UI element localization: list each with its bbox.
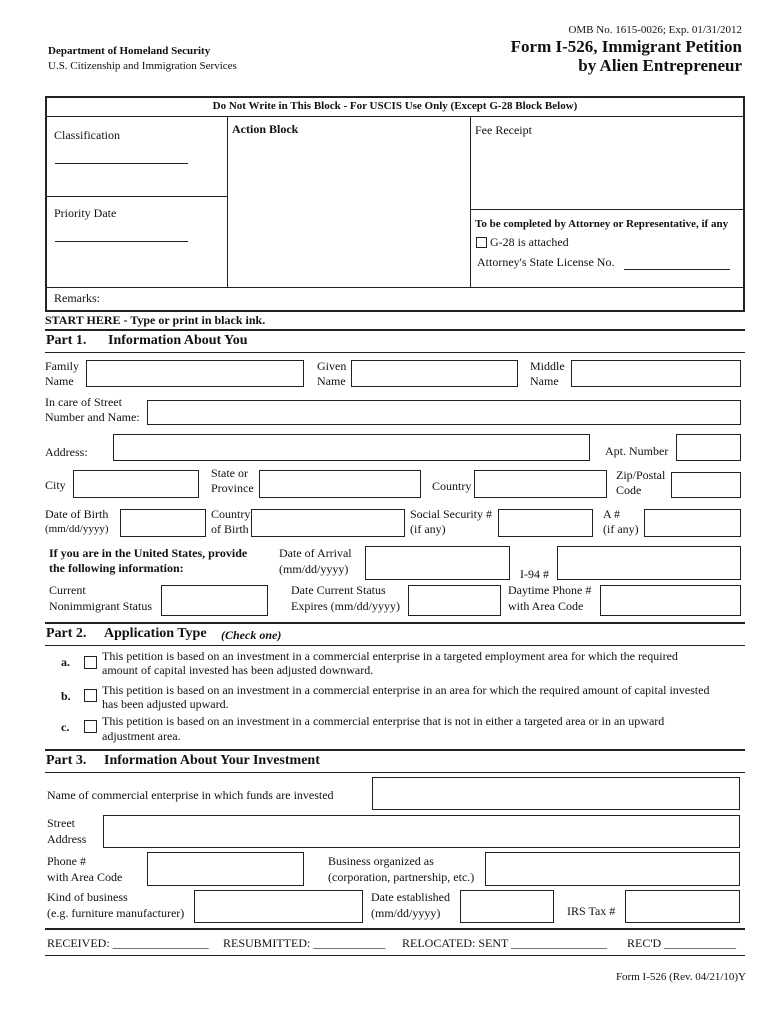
form-title-line2: by Alien Entrepreneur bbox=[578, 56, 742, 75]
department-name: Department of Homeland Security bbox=[48, 45, 211, 57]
zip-label-1: Zip/Postal bbox=[616, 468, 666, 482]
option-b-checkbox[interactable] bbox=[84, 689, 97, 702]
resubmitted-field: RESUBMITTED: ____________ bbox=[223, 936, 386, 950]
us-info-label-2: the following information: bbox=[49, 561, 184, 575]
address-label: Address: bbox=[45, 445, 88, 459]
option-b-text-1: This petition is based on an investment in a commercial enterprise in an area for which the required amount of capital invested bbox=[102, 683, 710, 697]
city-label: City bbox=[45, 478, 66, 492]
cob-label-2: of Birth bbox=[211, 522, 249, 536]
apt-number-label: Apt. Number bbox=[605, 444, 669, 458]
ssn-label-1: Social Security # bbox=[410, 507, 492, 521]
attorney-block-title: To be completed by Attorney or Representative, if any bbox=[475, 218, 729, 230]
ssn-input[interactable] bbox=[498, 509, 593, 537]
irs-tax-label: IRS Tax # bbox=[567, 904, 616, 918]
organized-label-2: (corporation, partnership, etc.) bbox=[328, 870, 475, 884]
in-care-of-input[interactable] bbox=[147, 400, 741, 425]
given-name-input[interactable] bbox=[351, 360, 518, 387]
option-a-text-1: This petition is based on an investment in a commercial enterprise in a targeted employment area for which the required bbox=[102, 649, 678, 663]
enterprise-phone-label-1: Phone # bbox=[47, 854, 86, 868]
remarks-label: Remarks: bbox=[54, 291, 100, 305]
street-label-2: Address bbox=[47, 832, 87, 846]
option-b-text-2: has been adjusted upward. bbox=[102, 697, 229, 711]
dob-label-2: (mm/dd/yyyy) bbox=[45, 523, 109, 535]
option-c-letter: c. bbox=[61, 720, 70, 734]
form-id: Form I-526 (Rev. 04/21/10)Y bbox=[615, 971, 746, 983]
family-name-label-1: Family bbox=[45, 359, 80, 373]
enterprise-phone-label-2: with Area Code bbox=[47, 870, 123, 884]
phone-input[interactable] bbox=[600, 585, 741, 616]
received-field: RECEIVED: ________________ bbox=[47, 936, 209, 950]
enterprise-phone-input[interactable] bbox=[147, 852, 304, 886]
option-a-checkbox[interactable] bbox=[84, 656, 97, 669]
option-a-letter: a. bbox=[61, 655, 70, 669]
street-label-1: Street bbox=[47, 816, 75, 830]
option-a-text-2: amount of capital invested has been adjusted downward. bbox=[102, 663, 374, 677]
organized-input[interactable] bbox=[485, 852, 740, 886]
current-status-label-2: Nonimmigrant Status bbox=[49, 599, 152, 613]
cob-label-1: Country bbox=[211, 507, 251, 521]
omb-number: OMB No. 1615-0026; Exp. 01/31/2012 bbox=[568, 24, 742, 36]
classification-line[interactable] bbox=[55, 163, 188, 164]
arrival-label-1: Date of Arrival bbox=[279, 546, 352, 560]
a-number-label-1: A # bbox=[603, 507, 621, 521]
agency-name: U.S. Citizenship and Immigration Services bbox=[48, 60, 237, 72]
option-c-text-1: This petition is based on an investment in a commercial enterprise that is not in either a targeted area or in an upward bbox=[102, 714, 665, 728]
street-address-input[interactable] bbox=[103, 815, 740, 848]
in-care-of-label-1: In care of Street bbox=[45, 395, 122, 409]
established-input[interactable] bbox=[460, 890, 554, 923]
a-number-input[interactable] bbox=[644, 509, 741, 537]
part2-check-one: (Check one) bbox=[221, 628, 282, 642]
start-here-instruction: START HERE - Type or print in black ink. bbox=[45, 313, 266, 327]
status-expires-input[interactable] bbox=[408, 585, 501, 616]
organized-label-1: Business organized as bbox=[328, 854, 434, 868]
us-info-label-1: If you are in the United States, provide bbox=[49, 546, 248, 560]
license-label: Attorney's State License No. bbox=[477, 255, 615, 269]
part1-title: Information About You bbox=[108, 333, 248, 348]
state-label-2: Province bbox=[211, 481, 254, 495]
state-input[interactable] bbox=[259, 470, 421, 498]
option-c-checkbox[interactable] bbox=[84, 720, 97, 733]
family-name-input[interactable] bbox=[86, 360, 304, 387]
established-label-2: (mm/dd/yyyy) bbox=[371, 906, 441, 920]
priority-date-line[interactable] bbox=[55, 241, 188, 242]
g28-checkbox[interactable] bbox=[476, 237, 487, 248]
part3-title: Information About Your Investment bbox=[104, 753, 320, 768]
middle-name-label-2: Name bbox=[530, 374, 559, 388]
zip-input[interactable] bbox=[671, 472, 741, 498]
uscis-block-title: Do Not Write in This Block - For USCIS Use Only (Except G-28 Block Below) bbox=[212, 100, 578, 112]
irs-tax-input[interactable] bbox=[625, 890, 740, 923]
g28-label: G-28 is attached bbox=[490, 235, 569, 249]
recd-field: REC'D ____________ bbox=[627, 936, 737, 950]
city-input[interactable] bbox=[73, 470, 199, 498]
fee-receipt-label: Fee Receipt bbox=[475, 123, 532, 137]
license-line[interactable] bbox=[624, 269, 730, 270]
status-expires-label-2: Expires (mm/dd/yyyy) bbox=[291, 599, 400, 613]
phone-label-1: Daytime Phone # bbox=[508, 583, 592, 597]
kind-business-label-1: Kind of business bbox=[47, 890, 128, 904]
a-number-label-2: (if any) bbox=[603, 522, 639, 536]
part2-title: Application Type bbox=[104, 626, 207, 641]
form-title-line1: Form I-526, Immigrant Petition bbox=[510, 37, 742, 56]
in-care-of-label-2: Number and Name: bbox=[45, 410, 140, 424]
current-status-input[interactable] bbox=[161, 585, 268, 616]
kind-business-input[interactable] bbox=[194, 890, 363, 923]
country-label: Country bbox=[432, 479, 472, 493]
classification-label: Classification bbox=[54, 128, 120, 142]
middle-name-label-1: Middle bbox=[530, 359, 565, 373]
part1-number: Part 1. bbox=[46, 333, 87, 348]
part3-number: Part 3. bbox=[46, 753, 87, 768]
address-input[interactable] bbox=[113, 434, 590, 461]
dob-label-1: Date of Birth bbox=[45, 507, 109, 521]
option-c-text-2: adjustment area. bbox=[102, 729, 181, 743]
current-status-label-1: Current bbox=[49, 583, 86, 597]
i94-input[interactable] bbox=[557, 546, 741, 580]
middle-name-input[interactable] bbox=[571, 360, 741, 387]
arrival-date-input[interactable] bbox=[365, 546, 510, 580]
given-name-label-2: Name bbox=[317, 374, 346, 388]
part2-number: Part 2. bbox=[46, 626, 87, 641]
established-label-1: Date established bbox=[371, 890, 450, 904]
arrival-label-2: (mm/dd/yyyy) bbox=[279, 562, 349, 576]
cob-input[interactable] bbox=[251, 509, 405, 537]
relocated-field: RELOCATED: SENT ________________ bbox=[402, 936, 608, 950]
uscis-use-only-block bbox=[45, 96, 745, 312]
country-input[interactable] bbox=[474, 470, 607, 498]
kind-business-label-2: (e.g. furniture manufacturer) bbox=[47, 906, 185, 920]
dob-input[interactable] bbox=[120, 509, 206, 537]
family-name-label-2: Name bbox=[45, 374, 74, 388]
state-label-1: State or bbox=[211, 466, 248, 480]
option-b-letter: b. bbox=[61, 689, 71, 703]
apt-number-input[interactable] bbox=[676, 434, 741, 461]
enterprise-name-input[interactable] bbox=[372, 777, 740, 810]
phone-label-2: with Area Code bbox=[508, 599, 584, 613]
priority-date-label: Priority Date bbox=[54, 206, 117, 220]
ssn-label-2: (if any) bbox=[410, 522, 446, 536]
i94-label: I-94 # bbox=[520, 567, 549, 581]
enterprise-name-label: Name of commercial enterprise in which funds are invested bbox=[47, 788, 334, 802]
zip-label-2: Code bbox=[616, 483, 642, 497]
status-expires-label-1: Date Current Status bbox=[291, 583, 386, 597]
action-block-label: Action Block bbox=[232, 122, 299, 136]
given-name-label-1: Given bbox=[317, 359, 347, 373]
